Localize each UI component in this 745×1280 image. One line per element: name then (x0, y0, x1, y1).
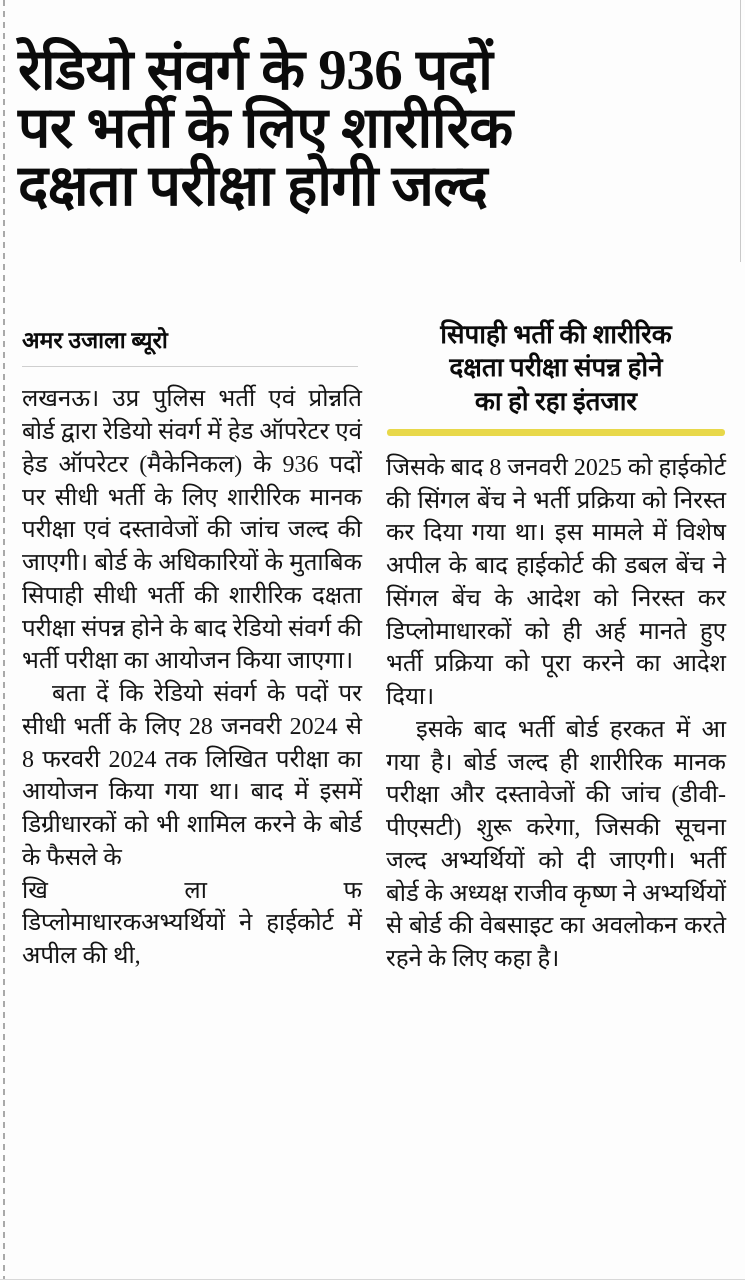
kicker-line-1: सिपाही भर्ती की शारीरिक (440, 320, 672, 349)
left-column (22, 318, 362, 973)
headline-line-1-text: रेडियो संवर्ग के 936 पदों (18, 39, 493, 103)
headline (18, 39, 730, 219)
headline-line-2-text: पर भर्ती के लिए शारीरिक (18, 97, 513, 161)
paragraph: डिप्लोमाधारकअभ्यर्थियों ने हाईकोर्ट में अपील की थी, (22, 910, 362, 970)
kicker-headline (386, 318, 726, 418)
headline-line-3 (18, 155, 730, 219)
kicker-highlight-bar (387, 429, 725, 436)
right-column-body (386, 452, 726, 976)
broken-fragment: खि (22, 877, 48, 904)
paragraph: इसके बाद भर्ती बोर्ड हरकत में आ गया है। बोर्ड जल्द ही शारीरिक मानक परीक्षा और दस्तावेजों की जांच (डीवी-पीएसटी) शुरू करेगा, जिसकी सूचना जल्द अभ्यर्थियों को दी जाएगी। भर्ती बोर्ड के अध्यक्ष राजीव कृष्ण ने अभ्यर्थियों से बोर्ड की वेबसाइट का अवलोकन करते रहने के लिए कहा है। (386, 716, 726, 973)
headline-line-1 (18, 39, 730, 103)
paragraph: लखनऊ। उप्र पुलिस भर्ती एवं प्रोन्नति बोर्ड द्वारा रेडियो संवर्ग में हेड ऑपरेटर एवं हेड ऑपरेटर (मैकेनिकल) के 936 पदों पर सीधी भर्ती के लिए शारीरिक मानक परीक्षा एवं दस्तावेजों की जांच जल्द की जाएगी। बोर्ड के अधिकारियों के मुताबिक सिपाही सीधी भर्ती की शारीरिक दक्षता परीक्षा संपन्न होने के बाद रेडियो संवर्ग की भर्ती परीक्षा का आयोजन किया जाएगा। (22, 386, 362, 675)
kicker-line-2: दक्षता परीक्षा संपन्न होने (449, 353, 663, 383)
headline-line-3-text: दक्षता परीक्षा होगी जल्द (18, 155, 488, 219)
broken-fragment: फ (343, 877, 362, 904)
left-column-body (22, 383, 362, 973)
kicker-line-3: का हो रहा इंतजार (474, 386, 638, 416)
broken-fragment: ला (184, 877, 207, 904)
article-columns (0, 318, 745, 1280)
paragraph: जिसके बाद 8 जनवरी 2025 को हाईकोर्ट की सिंगल बेंच ने भर्ती प्रक्रिया को निरस्त कर दिया गया था। इस मामले में विशेष अपील के बाद हाईकोर्ट की डबल बेंच ने सिंगल बेंच के आदेश को निरस्त कर डिप्लोमाधारकों को ही अर्ह मानते हुए भर्ती प्रक्रिया को पूरा करने का आदेश दिया। (386, 454, 726, 711)
byline: अमर उजाला ब्यूरो (22, 328, 168, 353)
headline-line-2 (18, 97, 730, 161)
broken-text-line (22, 875, 362, 908)
byline-divider (22, 366, 358, 367)
right-paper-edge (740, 0, 741, 262)
paragraph: बता दें कि रेडियो संवर्ग के पदों पर सीधी भर्ती के लिए 28 जनवरी 2024 से 8 फरवरी 2024 तक लिखित परीक्षा का आयोजन किया गया था। बाद में इसमें डिग्रीधारकों को भी शामिल करने के बोर्ड के फैसले के (22, 681, 362, 871)
right-column (386, 318, 726, 976)
